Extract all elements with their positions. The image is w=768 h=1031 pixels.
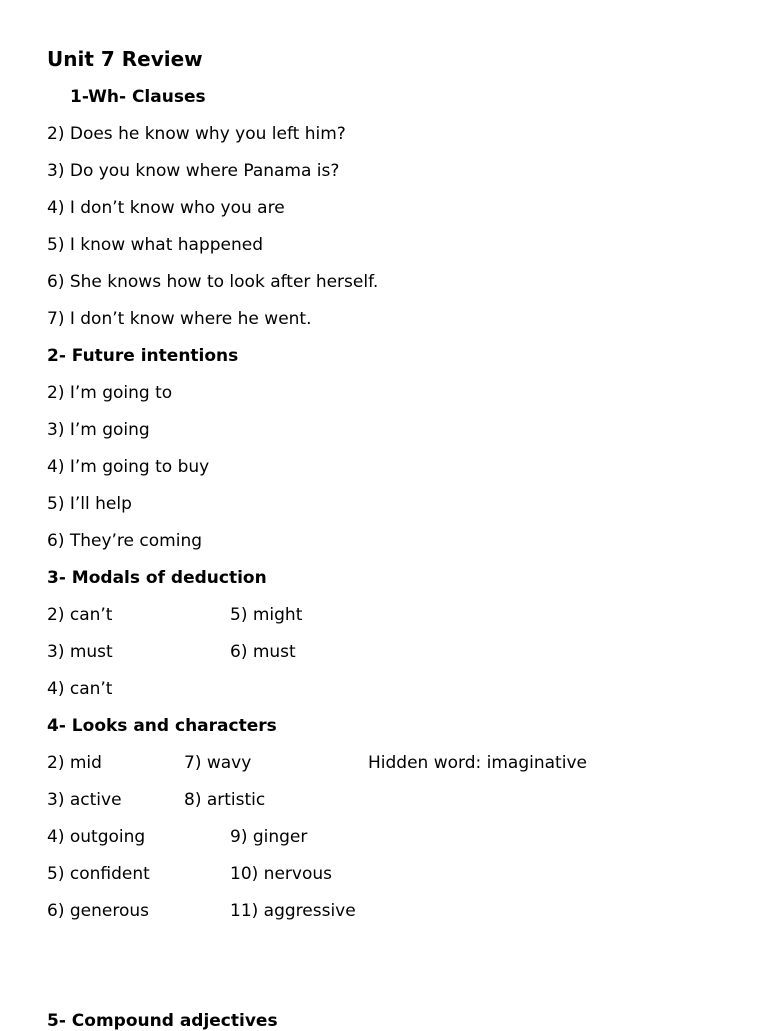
list-item: 11) aggressive bbox=[230, 901, 356, 921]
page-title: Unit 7 Review bbox=[47, 47, 203, 71]
list-item: 10) nervous bbox=[230, 864, 332, 884]
list-item: 4) I don’t know who you are bbox=[47, 198, 285, 218]
list-item: 5) might bbox=[230, 605, 303, 625]
list-item: 3) Do you know where Panama is? bbox=[47, 161, 340, 181]
list-item: 5) confident bbox=[47, 864, 150, 884]
list-item: 7) I don’t know where he went. bbox=[47, 309, 312, 329]
list-item: 2) mid bbox=[47, 753, 102, 773]
list-item: 5) I’ll help bbox=[47, 494, 132, 514]
list-item: 6) generous bbox=[47, 901, 149, 921]
section-heading-compound-adjectives: 5- Compound adjectives bbox=[47, 1011, 278, 1031]
list-item: 7) wavy bbox=[184, 753, 252, 773]
list-item: 2) Does he know why you left him? bbox=[47, 124, 346, 144]
list-item: 4) outgoing bbox=[47, 827, 146, 847]
section-heading-modals-of-deduction: 3- Modals of deduction bbox=[47, 568, 267, 588]
list-item: 5) I know what happened bbox=[47, 235, 264, 255]
hidden-word: Hidden word: imaginative bbox=[368, 753, 587, 773]
list-item: 6) must bbox=[230, 642, 296, 662]
list-item: 3) I’m going bbox=[47, 420, 150, 440]
section-heading-wh-clauses: 1-Wh- Clauses bbox=[70, 87, 206, 107]
list-item: 3) must bbox=[47, 642, 113, 662]
list-item: 4) can’t bbox=[47, 679, 113, 699]
list-item: 3) active bbox=[47, 790, 122, 810]
list-item: 6) They’re coming bbox=[47, 531, 203, 551]
section-heading-future-intentions: 2- Future intentions bbox=[47, 346, 239, 366]
list-item: 8) artistic bbox=[184, 790, 266, 810]
list-item: 2) can’t bbox=[47, 605, 113, 625]
list-item: 6) She knows how to look after herself. bbox=[47, 272, 379, 292]
list-item: 2) I’m going to bbox=[47, 383, 173, 403]
list-item: 4) I’m going to buy bbox=[47, 457, 210, 477]
section-heading-looks-and-characters: 4- Looks and characters bbox=[47, 716, 277, 736]
list-item: 9) ginger bbox=[230, 827, 308, 847]
